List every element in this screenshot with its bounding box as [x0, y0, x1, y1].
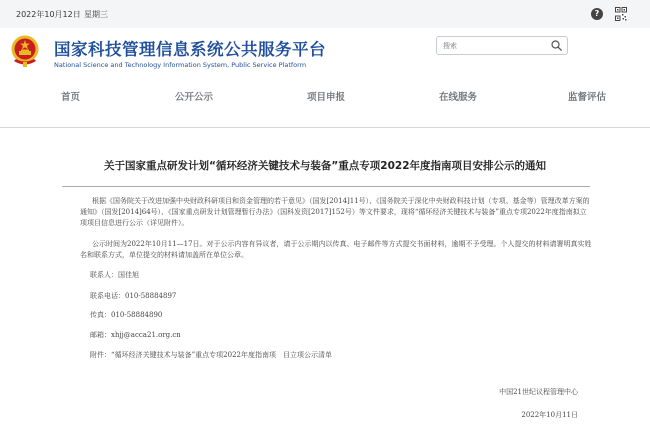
qr-code-icon[interactable] — [615, 7, 627, 21]
article-title: 关于国家重点研发计划“循环经济关键技术与装备”重点专项2022年度指南项目安排公示的通知 — [103, 160, 547, 172]
attachment-label: 附件： — [90, 351, 111, 359]
contact-person: 联系人：国佳旭 — [90, 271, 139, 279]
top-bar — [0, 0, 650, 28]
contact-phone: 联系电话：010-58884897 — [90, 292, 177, 300]
nav-project-application[interactable]: 项目申报 — [307, 92, 346, 103]
search-input[interactable] — [443, 40, 543, 52]
attachment-line — [90, 350, 332, 360]
national-emblem-icon — [10, 34, 40, 68]
article-paragraph-period: 公示时间为2022年10月11—17日。对于公示内容有异议者，请于公示期内以传真、电子邮件等方式提交书面材料，逾期不予受理。个人提交的材料请署明真实姓名和联系方式，单位提交的材料请加盖所在单位公章。 — [80, 240, 592, 259]
article-paragraph-basis: 根据《国务院关于改进加强中央财政科研项目和资金管理的若干意见》（国发[2014]11号）、《国务院关于深化中央财政科技计划（专项、基金等）管理改革方案的通知》（国发[2014]64号）、《国家重点研发计划管理暂行办法》（国科发资[2017]152号）等文件要求，现将“循环经济关键技术与装备”重点专项2022年度指南拟立项项目信息进行公示（详见附件）。 — [80, 197, 590, 227]
current-date: 2022年10月12日 — [16, 10, 81, 19]
contact-email: 邮箱：xhjj@acca21.org.cn — [90, 331, 181, 339]
nav-public-notice[interactable]: 公开公示 — [175, 92, 214, 103]
help-icon[interactable]: ? — [591, 8, 603, 20]
search-icon[interactable] — [551, 40, 562, 51]
nav-online-service[interactable]: 在线服务 — [439, 92, 478, 103]
search-box[interactable] — [436, 36, 568, 55]
title-divider — [62, 186, 590, 187]
site-subtitle: National Science and Technology Information System, Public Service Platform — [54, 61, 307, 69]
site-title[interactable]: 国家科技管理信息系统公共服务平台 — [54, 40, 326, 59]
current-weekday: 星期三 — [84, 10, 108, 19]
sign-date: 2022年10月11日 — [521, 411, 578, 419]
nav-supervision-evaluation[interactable]: 监督评估 — [568, 92, 607, 103]
contact-fax: 传真：010-58884890 — [90, 311, 163, 319]
attachment-link[interactable]: “循环经济关键技术与装备”重点专项2022年度指南项 目立项公示清单 — [111, 351, 332, 359]
nav-divider — [0, 127, 650, 128]
nav-home[interactable]: 首页 — [61, 92, 81, 103]
issuing-organization: 中国21世纪议程管理中心 — [499, 388, 578, 396]
